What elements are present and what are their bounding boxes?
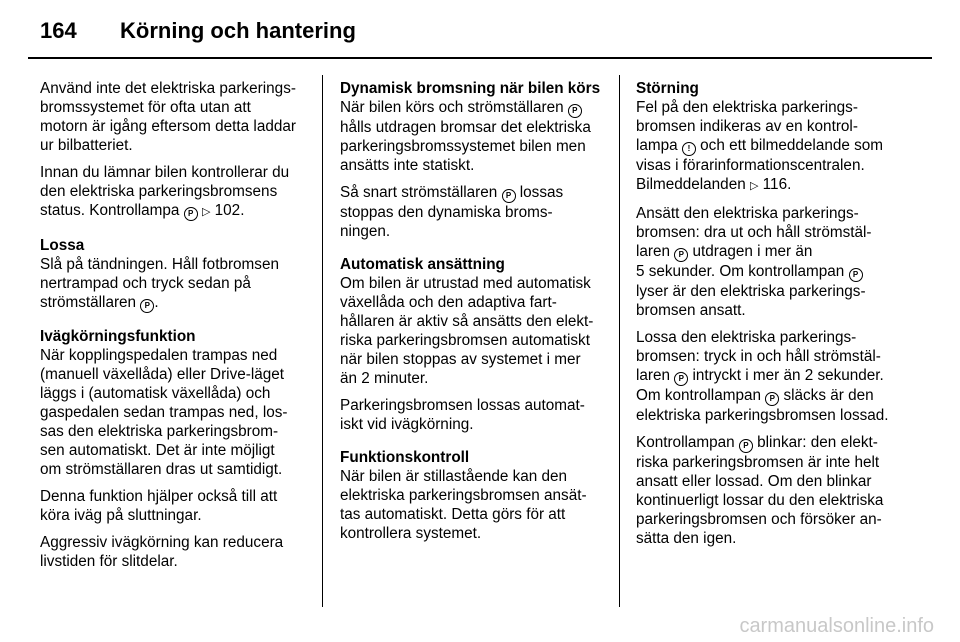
parking-brake-icon: P: [765, 392, 779, 406]
paragraph: Använd inte det elektriska parkerings- bromssystemet för ofta utan att motorn är igång eftersom detta laddar ur bilbatteriet.: [40, 80, 296, 154]
paragraph: Lossa den elektriska parkerings- bromsen: tryck in och håll strömstäl- laren P intryckt i mer än 2 sekunder. Om kontrollampan P släcks är den elektriska parkeringsbromsen lossad.: [636, 329, 889, 424]
page-number: 164: [40, 18, 77, 43]
page-title: Körning och hantering: [120, 18, 356, 43]
parking-brake-icon: P: [674, 372, 688, 386]
parking-brake-icon: P: [502, 189, 516, 203]
column-3: [636, 79, 908, 556]
column-divider: [619, 75, 620, 607]
header-rule: [28, 57, 932, 59]
section-heading: Lossa: [40, 237, 85, 254]
section-heading: Dynamisk bromsning när bilen körs: [340, 80, 601, 97]
parking-brake-icon: P: [849, 268, 863, 282]
column-1: [40, 79, 308, 579]
paragraph: Aggressiv ivägkörning kan reducera livstiden för slitdelar.: [40, 534, 284, 570]
reference-arrow-icon: ▷: [201, 206, 211, 218]
watermark[interactable]: carmanualsonline.info: [739, 615, 934, 637]
column-divider: [322, 75, 323, 607]
parking-brake-icon: P: [674, 248, 688, 262]
reference-arrow-icon: ▷: [749, 180, 759, 192]
paragraph: När kopplingspedalen trampas ned (manuell växellåda) eller Drive-läget läggs i (automatisk växellåda) och gaspedalen sedan trampas ned, los- sas den elektriska parkeringsbrom- sen automatiskt. Det är inte möjligt om strömställaren dras ut samtidigt.: [40, 347, 288, 478]
parking-brake-icon: P: [568, 104, 582, 118]
section-heading: Störning: [636, 80, 699, 97]
section-heading: Automatisk ansättning: [340, 256, 505, 273]
parking-brake-icon: P: [739, 439, 753, 453]
parking-brake-icon: P: [140, 299, 154, 313]
paragraph: Så snart strömställaren P lossas stoppas den dynamiska broms- ningen.: [340, 184, 564, 240]
paragraph: Parkeringsbromsen lossas automat- iskt vid ivägkörning.: [340, 397, 585, 433]
paragraph: Ansätt den elektriska parkerings- bromsen: dra ut och håll strömstäl- laren P utdragen i mer än 5 sekunder. Om kontrollampan P lyser är den elektriska parkerings- bromsen ansatt.: [636, 205, 872, 319]
section-heading: Funktionskontroll: [340, 449, 470, 466]
paragraph: Innan du lämnar bilen kontrollerar du den elektriska parkeringsbromsens status. Kontrollampa P ▷ 102.: [40, 163, 308, 222]
section-heading: Ivägkörningsfunktion: [40, 328, 196, 345]
paragraph: Denna funktion hjälper också till att köra iväg på sluttningar.: [40, 488, 278, 524]
paragraph: När bilen körs och strömställaren P hålls utdragen bromsar det elektriska parkeringsbromssystemet bilen men ansätts inte statiskt.: [340, 99, 591, 174]
paragraph: Slå på tändningen. Håll fotbromsen nertrampad och tryck sedan på strömställaren P .: [40, 256, 279, 311]
fault-warning-icon: !: [682, 142, 696, 156]
page-header: [40, 18, 356, 44]
column-2: [340, 79, 606, 551]
paragraph: Fel på den elektriska parkerings- bromsen indikeras av en kontrol- lampa ! och ett bilmeddelande som visas i förarinformationscentralen. Bilmeddelanden ▷ 116.: [636, 98, 908, 196]
paragraph: Kontrollampan P blinkar: den elekt- riska parkeringsbromsen är inte helt ansatt eller lossad. Om den blinkar kontinuerligt lossar du den elektriska parkeringsbromsen och försöker an- sätta den igen.: [636, 434, 884, 547]
parking-brake-icon: P: [184, 207, 198, 221]
paragraph: När bilen är stillastående kan den elektriska parkeringsbromsen ansät- tas automatiskt. Detta görs för att kontrollera systemet.: [340, 468, 587, 542]
paragraph: Om bilen är utrustad med automatisk växellåda och den adaptiva fart- hållaren är aktiv så ansätts den elekt- riska parkeringsbromsen automatiskt när bilen stoppas av systemet i mer än 2 minuter.: [340, 275, 594, 387]
